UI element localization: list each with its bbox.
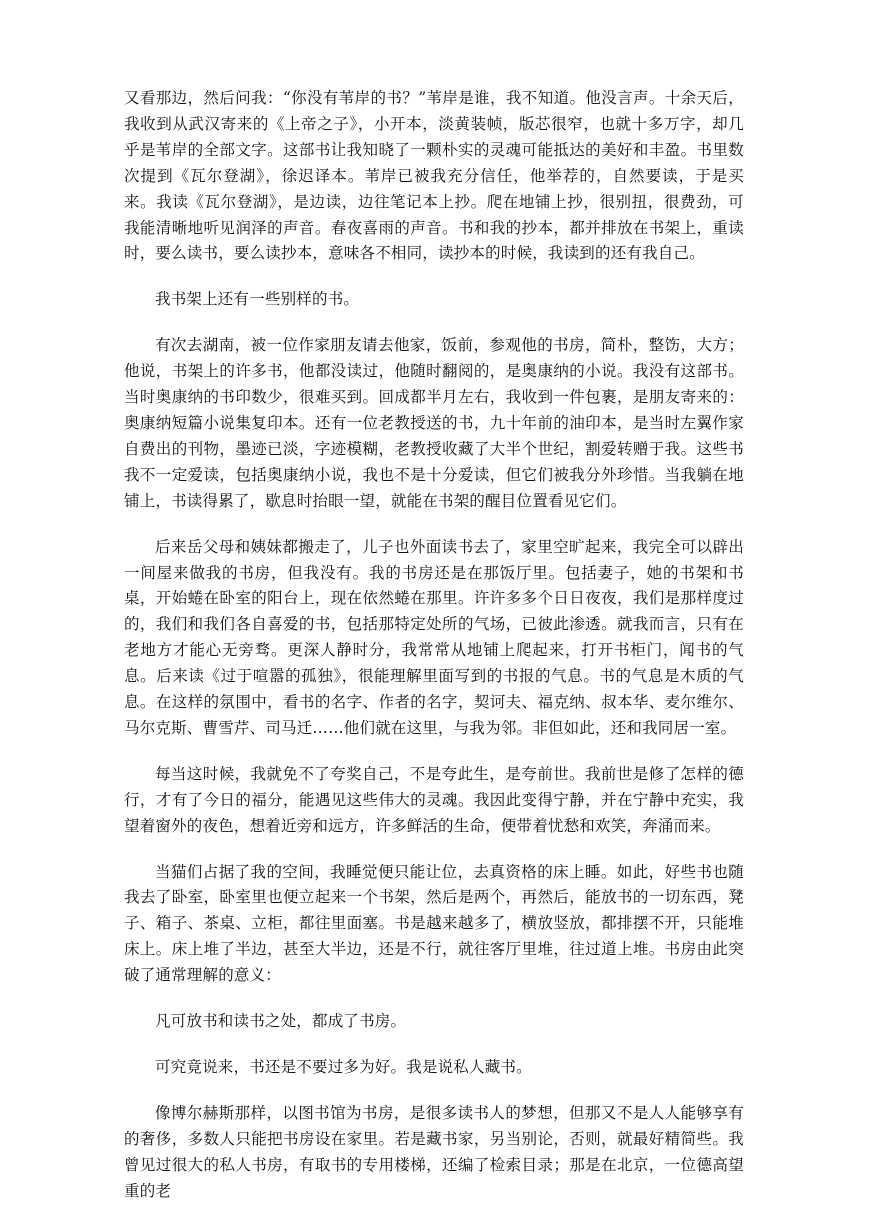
paragraph: 当猫们占据了我的空间，我睡觉便只能让位，去真资格的床上睡。如此，好些书也随我去了卧室，卧室里也便立起来一个书架，然后是两个，再然后，能放书的一切东西，凳子、箱子、茶桌、立柜，都往里面塞。书是越来越多了，横放竖放，都排摆不开，只能堆床上。床上堆了半边，甚至大半边，还是不行，就往客厅里堆，往过道上堆。书房由此突破了通常理解的意义： bbox=[124, 862, 744, 985]
paragraph: 又看那边，然后问我：“你没有苇岸的书？”苇岸是谁，我不知道。他没言声。十余天后，我收到从武汉寄来的《上帝之子》，小开本，淡黄装帧，版芯很窄，也就十多万字，却几乎是苇岸的全部文字。这部书让我知晓了一颗朴实的灵魂可能抵达的美好和丰盈。书里数次提到《瓦尔登湖》，徐迟译本。苇岸已被我充分信任，他举荐的，自然要读，于是买来。我读《瓦尔登湖》，是边读，边往笔记本上抄。爬在地铺上抄，很别扭，很费劲，可我能清晰地听见润泽的声音。春夜喜雨的声音。书和我的抄本，都并排放在书架上，重读时，要么读书，要么读抄本，意味各不相同，读抄本的时候，我读到的还有我自己。 bbox=[124, 89, 744, 263]
paragraph: 像博尔赫斯那样，以图书馆为书房，是很多读书人的梦想，但那又不是人人能够享有的奢侈，多数人只能把书房设在家里。若是藏书家，另当别论，否则，就最好精简些。我曾见过很大的私人书房，有取书的专用楼梯，还编了检索目录；那是在北京，一位德高望重的老 bbox=[124, 1103, 744, 1200]
paragraph: 我书架上还有一些别样的书。 bbox=[155, 290, 360, 309]
paragraph: 有次去湖南，被一位作家朋友请去他家，饭前，参观他的书房，简朴，整饬，大方；他说，书架上的许多书，他都没读过，他随时翻阅的，是奥康纳的小说。我没有这部书。当时奥康纳的书印数少，很难买到。回成都半月左右，我收到一件包裹，是朋友寄来的：奥康纳短篇小说集复印本。还有一位老教授送的书，九十年前的油印本，是当时左翼作家自费出的刊物，墨迹已淡，字迹模糊，老教授收藏了大半个世纪，割爱转赠于我。这些书我不一定爱读，包括奥康纳小说，我也不是十分爱读，但它们被我分外珍惜。当我躺在地铺上，书读得累了，歇息时抬眼一望，就能在书架的醒目位置看见它们。 bbox=[124, 336, 744, 510]
paragraph: 凡可放书和读书之处，都成了书房。 bbox=[155, 1012, 407, 1031]
paragraph: 可究竟说来，书还是不要过多为好。我是说私人藏书。 bbox=[155, 1058, 532, 1076]
paragraph: 每当这时候，我就免不了夸奖自己，不是夸此生，是夸前世。我前世是修了怎样的德行，才有了今日的福分，能遇见这些伟大的灵魂。我因此变得宁静，并在宁静中充实，我望着窗外的夜色，想着近旁和远方，许多鲜活的生命，便带着忧愁和欢笑，奔涌而来。 bbox=[124, 764, 744, 835]
paragraph: 后来岳父母和姨妹都搬走了，儿子也外面读书去了，家里空旷起来，我完全可以辟出一间屋来做我的书房，但我没有。我的书房还是在那饭厅里。包括妻子，她的书架和书桌，开始蜷在卧室的阳台上，现在依然蜷在那里。许许多多个日日夜夜，我们是那样度过的，我们和我们各自喜爱的书，包括那特定处所的气场，已彼此渗透。就我而言，只有在老地方才能心无旁骛。更深人静时分，我常常从地铺上爬起来，打开书柜门，闻书的气息。后来读《过于喧嚣的孤独》，很能理解里面写到的书报的气息。书的气息是木质的气息。在这样的氛围中，看书的名字、作者的名字，契诃夫、福克纳、叔本华、麦尔维尔、马尔克斯、曹雪芹、司马迁……他们就在这里，与我为邻。非但如此，还和我同居一室。 bbox=[124, 537, 744, 737]
